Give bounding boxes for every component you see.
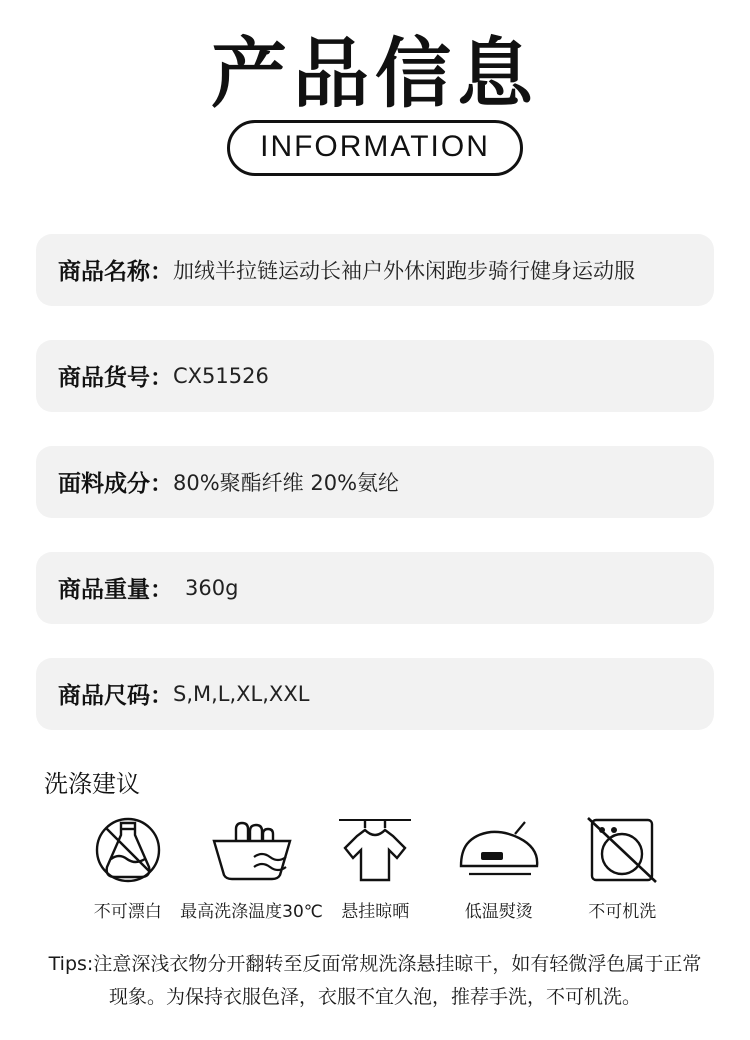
page-subtitle: INFORMATION xyxy=(227,120,523,176)
care-item-hand-wash xyxy=(180,813,323,922)
care-tips-line-1: Tips:注意深浅衣物分开翻转至反面常规洗涤悬挂晾干，如有轻微浮色属于正常 xyxy=(48,952,702,975)
info-label: 面料成分： xyxy=(58,471,173,498)
care-item-low-iron xyxy=(437,813,561,922)
care-item-no-machine-wash xyxy=(561,813,685,922)
care-caption: 悬挂晾晒 xyxy=(341,901,410,922)
page-subtitle-wrap xyxy=(0,120,750,176)
care-caption: 不可漂白 xyxy=(93,901,162,922)
info-label: 商品货号： xyxy=(58,365,173,392)
care-item-hang-dry xyxy=(314,813,438,922)
info-value: 加绒半拉链运动长袖户外休闲跑步骑行健身运动服 xyxy=(173,258,635,283)
info-label: 商品名称： xyxy=(58,259,173,286)
info-row-fabric xyxy=(36,446,714,518)
hang-dry-shirt-icon xyxy=(335,813,415,887)
info-value: S,M,L,XL,XXL xyxy=(173,681,310,706)
care-instructions-section xyxy=(0,764,750,922)
care-section-title: 洗涤建议 xyxy=(44,769,140,798)
care-tips xyxy=(0,948,750,1015)
care-item-no-bleach xyxy=(66,813,190,922)
care-caption: 低温熨烫 xyxy=(464,901,533,922)
info-row-product-code xyxy=(36,340,714,412)
hand-wash-basin-icon xyxy=(206,813,298,887)
care-caption: 最高洗涤温度30℃ xyxy=(180,901,323,922)
info-value: 360g xyxy=(185,575,239,600)
info-row-size xyxy=(36,658,714,730)
page-header xyxy=(0,0,750,176)
care-icon-row xyxy=(44,813,706,922)
low-heat-iron-icon xyxy=(453,813,545,887)
no-bleach-icon xyxy=(91,813,165,887)
info-label: 商品重量： xyxy=(58,577,173,604)
info-row-weight xyxy=(36,552,714,624)
info-value: CX51526 xyxy=(173,363,269,388)
care-tips-line-2: 现象。为保持衣服色泽，衣服不宜久泡，推荐手洗，不可机洗。 xyxy=(108,986,641,1009)
info-value: 80%聚酯纤维 20%氨纶 xyxy=(173,470,400,495)
product-info-list xyxy=(0,234,750,730)
page-title: 产品信息 xyxy=(211,29,539,118)
info-label: 商品尺码： xyxy=(58,683,173,710)
no-machine-wash-icon xyxy=(582,813,662,887)
info-row-product-name xyxy=(36,234,714,306)
care-caption: 不可机洗 xyxy=(588,901,657,922)
